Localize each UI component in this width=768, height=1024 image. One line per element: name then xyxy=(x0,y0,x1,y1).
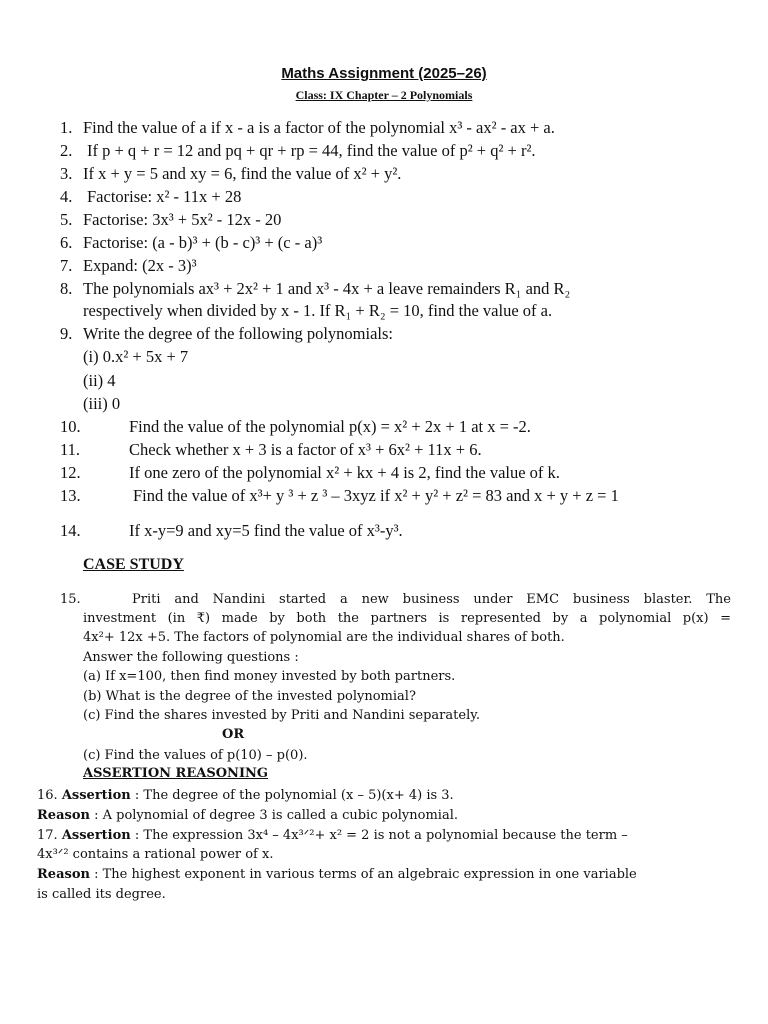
reason-label: Reason xyxy=(37,867,90,882)
question-number: 3. xyxy=(60,164,73,183)
reason-line xyxy=(37,865,637,884)
question-text: Find the value of x³+ y ³ + z ³ – 3xyz if x² + y² + z² = 83 and x + y + z = 1 xyxy=(133,486,619,505)
question-text: Factorise: (a - b)³ + (b - c)³ + (c - a)³ xyxy=(83,233,323,252)
case-study-heading: CASE STUDY xyxy=(83,556,184,573)
page-title: Maths Assignment (2025–26) xyxy=(281,65,487,82)
question-text: Expand: (2x - 3)³ xyxy=(83,256,197,275)
reason-line: is called its degree. xyxy=(37,887,166,902)
case-study-line: (a) If x=100, then find money invested by both partners. xyxy=(83,669,456,684)
case-study-line: investment (in ₹) made by both the partners is represented by a polynomial p(x) = xyxy=(83,611,731,626)
assertion-label: Assertion xyxy=(61,828,131,843)
reason-label: Reason xyxy=(37,808,90,823)
question-text: Find the value of a if x - a is a factor of the polynomial x³ - ax² - ax + a. xyxy=(83,118,555,137)
question-number: 9. xyxy=(60,324,73,343)
question-text: (i) 0.x² + 5x + 7 xyxy=(83,347,189,366)
reason-text: : A polynomial of degree 3 is called a cubic polynomial. xyxy=(89,808,458,823)
assertion-text: : The expression 3x⁴ – 4x³ᐟ²+ x² = 2 is not a polynomial because the term – xyxy=(130,828,628,843)
assertion-label: Assertion xyxy=(61,788,131,803)
question-number: 2. xyxy=(60,141,73,160)
question-number: 5. xyxy=(60,210,73,229)
question-text: If x + y = 5 and xy = 6, find the value of x² + y². xyxy=(83,164,402,183)
question-number: 7. xyxy=(60,256,73,275)
question-number: 1. xyxy=(60,118,73,137)
case-study-line: (c) Find the values of p(10) – p(0). xyxy=(83,748,308,763)
page-subtitle: Class: IX Chapter – 2 Polynomials xyxy=(295,88,473,102)
question-text: respectively when divided by x - 1. If R₁ + R₂ = 10, find the value of a. xyxy=(83,301,553,320)
question-text: Check whether x + 3 is a factor of x³ + 6x² + 11x + 6. xyxy=(129,440,482,459)
assertion-heading: ASSERTION REASONING xyxy=(83,766,269,781)
assertion-line xyxy=(37,826,731,845)
question-number: 14. xyxy=(60,521,81,540)
question-number: 16. xyxy=(37,788,58,803)
assertion-text: : The degree of the polynomial (x – 5)(x+ 4) is 3. xyxy=(130,788,454,803)
question-number: 6. xyxy=(60,233,73,252)
question-number: 15. xyxy=(60,592,81,607)
question-text: If one zero of the polynomial x² + kx + 4 is 2, find the value of k. xyxy=(129,463,560,482)
question-text: (ii) 4 xyxy=(83,371,116,390)
question-text: Find the value of the polynomial p(x) = x² + 2x + 1 at x = -2. xyxy=(129,417,531,436)
case-study-line: Answer the following questions : xyxy=(83,650,299,665)
question-number: 10. xyxy=(60,417,81,436)
question-text: The polynomials ax³ + 2x² + 1 and x³ - 4x + a leave remainders R₁ and R₂ xyxy=(83,279,571,298)
assertion-line: 4x³ᐟ² contains a rational power of x. xyxy=(37,847,274,862)
case-study-line: (b) What is the degree of the invested polynomial? xyxy=(83,689,416,704)
or-separator: OR xyxy=(222,727,245,742)
question-number: 4. xyxy=(60,187,73,206)
question-number: 12. xyxy=(60,463,81,482)
case-study-line: Priti and Nandini started a new business under EMC business blaster. The xyxy=(132,592,731,607)
question-text: Factorise: x² - 11x + 28 xyxy=(87,187,242,206)
question-number: 13. xyxy=(60,486,81,505)
assertion-line xyxy=(37,786,454,805)
question-text: (iii) 0 xyxy=(83,394,121,413)
question-number: 8. xyxy=(60,279,73,298)
question-text: If p + q + r = 12 and pq + qr + rp = 44, find the value of p² + q² + r². xyxy=(87,141,536,160)
question-text: Factorise: 3x³ + 5x² - 12x - 20 xyxy=(83,210,282,229)
reason-line xyxy=(37,806,458,825)
case-study-line: 4x²+ 12x +5. The factors of polynomial are the individual shares of both. xyxy=(83,630,565,645)
case-study-line: (c) Find the shares invested by Priti and Nandini separately. xyxy=(83,708,480,723)
question-number: 11. xyxy=(60,440,81,459)
question-number: 17. xyxy=(37,828,58,843)
question-text: If x-y=9 and xy=5 find the value of x³-y³. xyxy=(129,521,403,540)
question-text: Write the degree of the following polynomials: xyxy=(83,324,394,343)
reason-text: : The highest exponent in various terms of an algebraic expression in one variable xyxy=(89,867,637,882)
